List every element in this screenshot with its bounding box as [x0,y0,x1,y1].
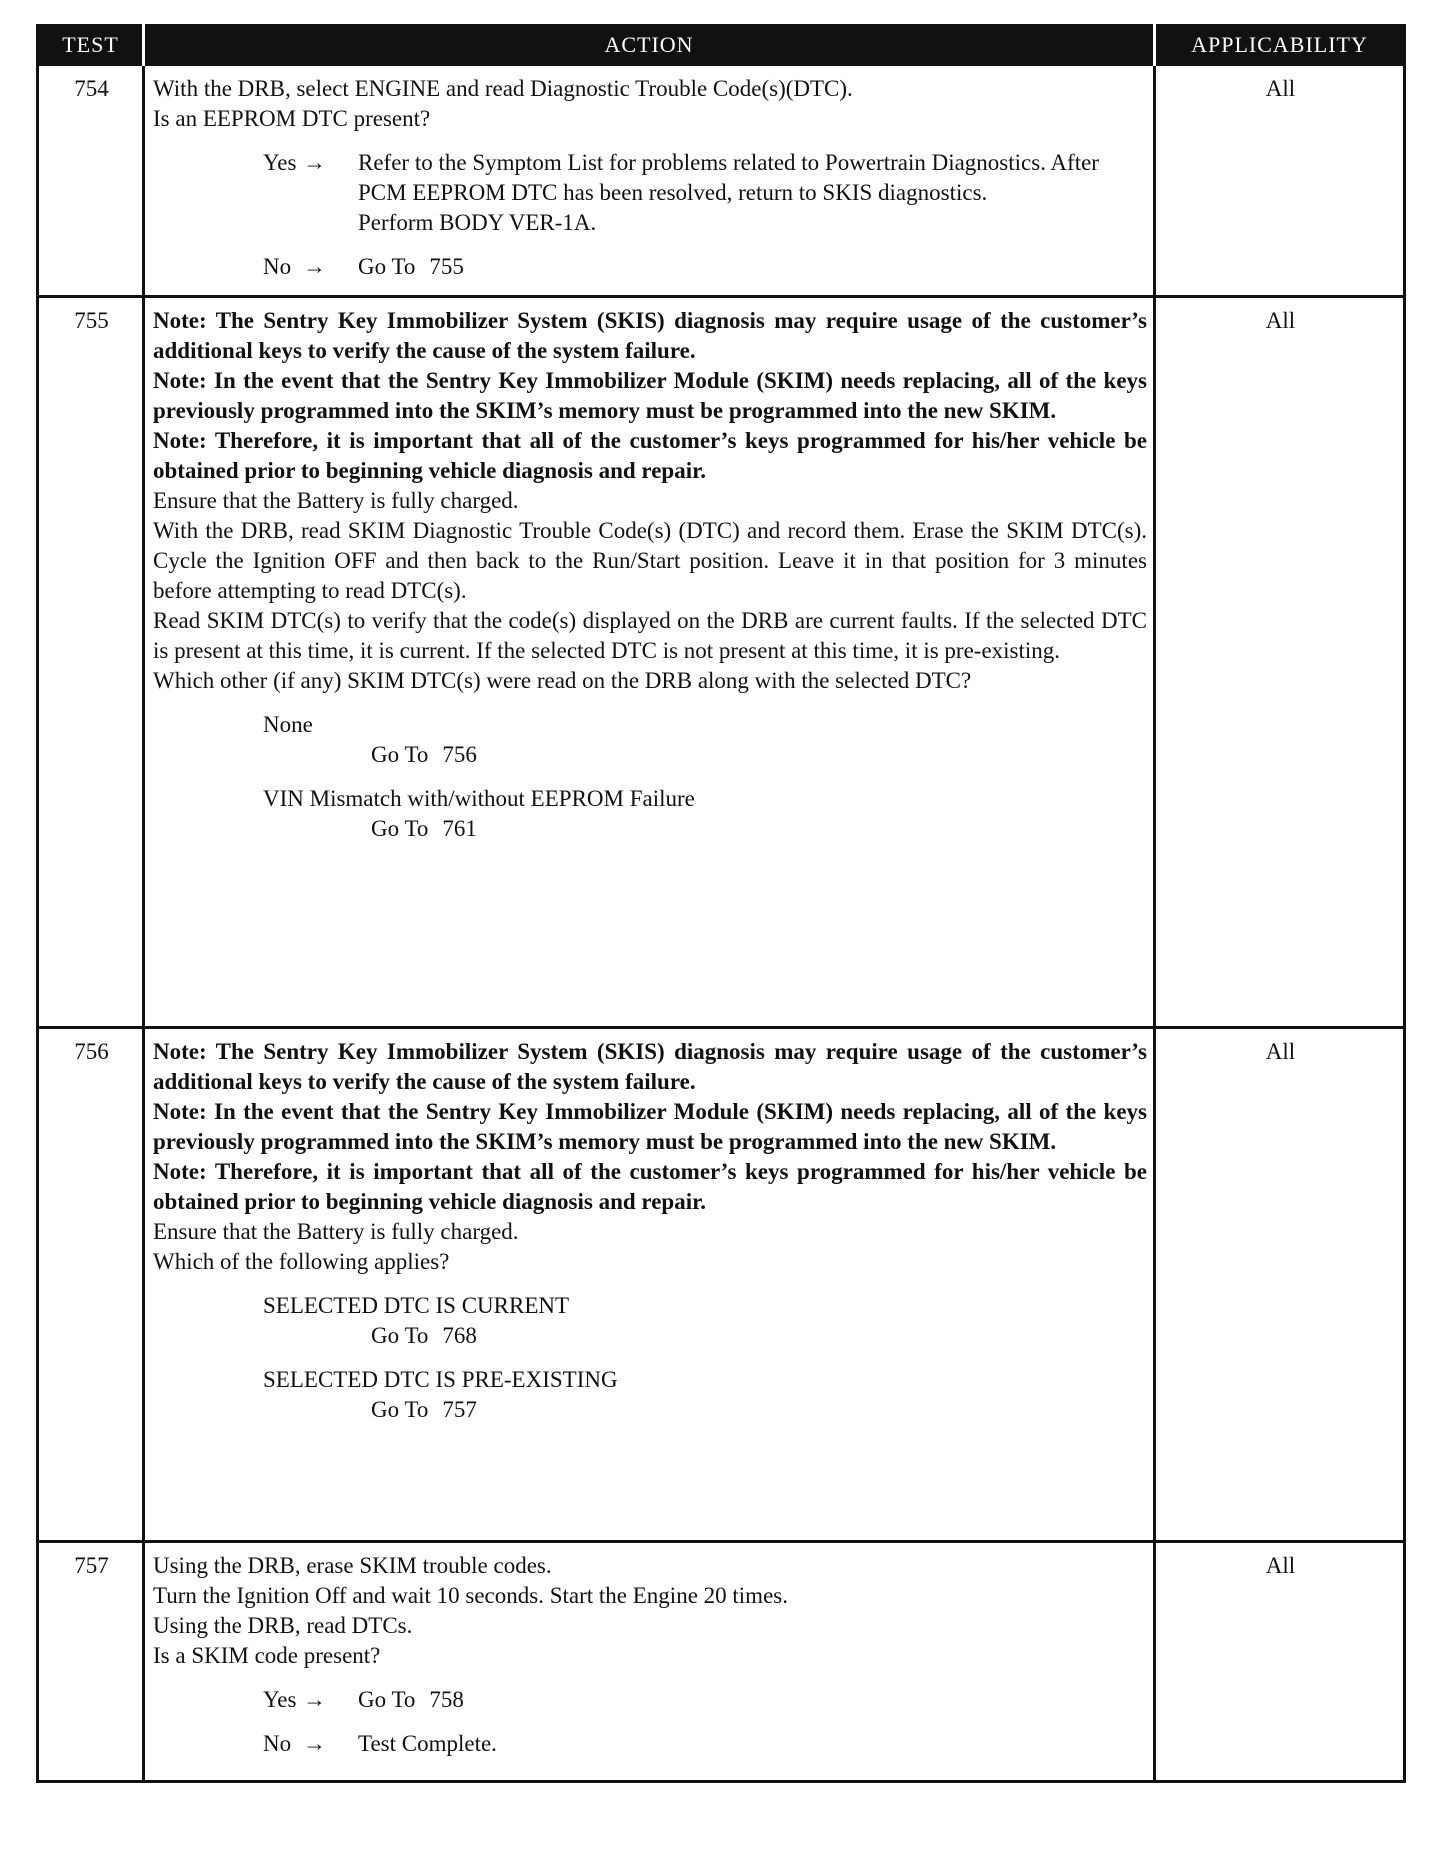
action-cell [144,1542,1155,1782]
goto-test-number: 756 [442,742,477,767]
goto-label: Go To [371,742,429,767]
goto-test-number: 757 [442,1397,477,1422]
applicability-value: All [1155,1028,1405,1542]
answer-text [358,148,1147,238]
answer-label: No [263,1731,292,1756]
choice-label: None [263,712,313,737]
action-line: Ensure that the Battery is fully charged. [153,488,519,513]
test-number: 756 [38,1028,144,1542]
action-line: Is a SKIM code present? [153,1643,381,1668]
answer-yes [263,148,1147,238]
goto-reference [371,814,1147,844]
header-applicability: APPLICABILITY [1155,26,1405,65]
answer-no [263,252,1147,282]
action-line: Using the DRB, erase SKIM trouble codes. [153,1553,552,1578]
note-text: Note: The Sentry Key Immobilizer System (SKIS) diagnosis may require usage of the customer’s additional keys to verify the cause of the system failure. [153,308,1147,363]
arrow-icon: → [303,150,326,175]
action-cell [144,1028,1155,1542]
action-line: Is an EEPROM DTC present? [153,106,431,131]
action-cell [144,65,1155,297]
answer-label: Yes [263,1687,297,1712]
goto-test-number: 768 [442,1323,477,1348]
action-line: With the DRB, read SKIM Diagnostic Trouble Code(s) (DTC) and record them. Erase the SKIM DTC(s). Cycle the Ignition OFF and then back to the Run/Start position. Leave it in that position for 3 minutes before attempting to read DTC(s). [153,518,1147,603]
choice-label: VIN Mismatch with/without EEPROM Failure [263,786,695,811]
answer-line: Perform BODY VER-1A. [358,210,597,235]
goto-reference [371,740,1147,770]
choice-item [263,1365,1147,1425]
goto-label: Go To [358,254,416,279]
goto-test-number: 755 [429,254,464,279]
action-line: Read SKIM DTC(s) to verify that the code(s) displayed on the DRB are current faults. If the selected DTC is present at this time, it is current. If the selected DTC is not present at this time, it is pre-existing. [153,608,1147,663]
header-action: ACTION [144,26,1155,65]
choice-label: SELECTED DTC IS PRE-EXISTING [263,1367,618,1392]
table-header-row [38,26,1405,65]
note-text: Note: Therefore, it is important that all of the customer’s keys programmed for his/her vehicle be obtained prior to beginning vehicle diagnosis and repair. [153,428,1147,483]
action-line: Using the DRB, read DTCs. [153,1613,413,1638]
action-line: With the DRB, select ENGINE and read Diagnostic Trouble Code(s)(DTC). [153,76,853,101]
answer-yes [263,1685,1147,1715]
choice-item [263,1291,1147,1351]
note-text: Note: Therefore, it is important that all of the customer’s keys programmed for his/her vehicle be obtained prior to beginning vehicle diagnosis and repair. [153,1159,1147,1214]
answer-label: Yes [263,150,297,175]
goto-reference [371,1395,1147,1425]
choice-label: SELECTED DTC IS CURRENT [263,1293,570,1318]
applicability-value: All [1155,297,1405,1028]
arrow-icon: → [303,1687,326,1712]
action-line: Ensure that the Battery is fully charged. [153,1219,519,1244]
note-text: Note: In the event that the Sentry Key Immobilizer Module (SKIM) needs replacing, all of the keys previously programmed into the SKIM’s memory must be programmed into the new SKIM. [153,368,1147,423]
diagnostic-test-table [36,24,1406,1783]
test-number: 754 [38,65,144,297]
goto-label: Go To [371,1323,429,1348]
note-text: Note: In the event that the Sentry Key Immobilizer Module (SKIM) needs replacing, all of the keys previously programmed into the SKIM’s memory must be programmed into the new SKIM. [153,1099,1147,1154]
applicability-value: All [1155,65,1405,297]
answer-line: Refer to the Symptom List for problems related to Powertrain Diagnostics. After PCM EEPROM DTC has been resolved, return to SKIS diagnostics. [358,150,1099,205]
arrow-icon: → [303,254,326,279]
arrow-icon: → [303,1731,326,1756]
table-row [38,1542,1405,1782]
table-row [38,297,1405,1028]
table-row [38,1028,1405,1542]
answer-label: No [263,254,292,279]
table-row [38,65,1405,297]
goto-label: Go To [371,816,429,841]
choice-item [263,784,1147,844]
test-number: 755 [38,297,144,1028]
action-cell [144,297,1155,1028]
action-line: Which other (if any) SKIM DTC(s) were read on the DRB along with the selected DTC? [153,668,972,693]
action-line: Turn the Ignition Off and wait 10 seconds. Start the Engine 20 times. [153,1583,788,1608]
goto-reference [358,1685,1147,1715]
goto-test-number: 761 [442,816,477,841]
goto-label: Go To [371,1397,429,1422]
test-number: 757 [38,1542,144,1782]
choice-item [263,710,1147,770]
goto-test-number: 758 [429,1687,464,1712]
goto-label: Go To [358,1687,416,1712]
goto-reference [371,1321,1147,1351]
header-test: TEST [38,26,144,65]
answer-text: Test Complete. [358,1731,497,1756]
answer-no [263,1729,1147,1759]
applicability-value: All [1155,1542,1405,1782]
note-text: Note: The Sentry Key Immobilizer System (SKIS) diagnosis may require usage of the customer’s additional keys to verify the cause of the system failure. [153,1039,1147,1094]
goto-reference [358,252,1147,282]
action-line: Which of the following applies? [153,1249,450,1274]
